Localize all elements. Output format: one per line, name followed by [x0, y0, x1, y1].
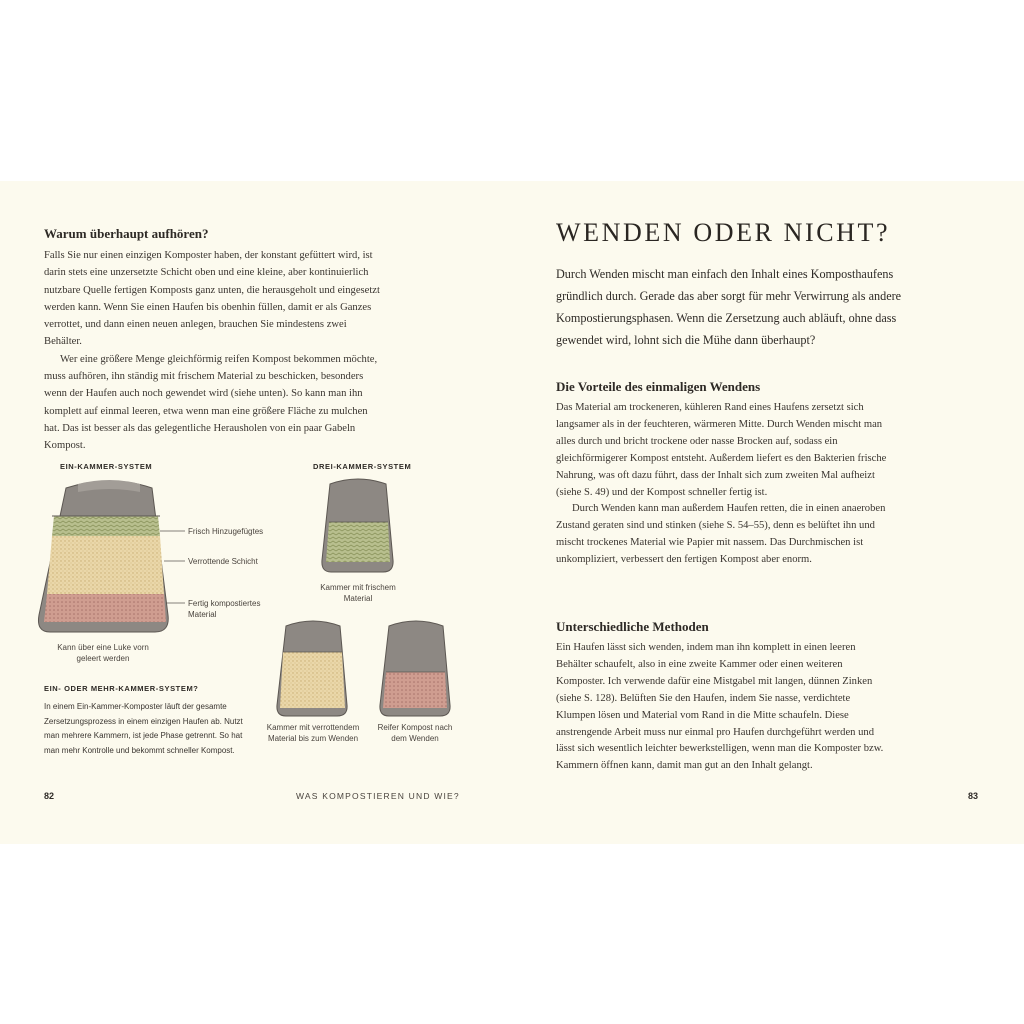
left-heading: Warum überhaupt aufhören? [44, 226, 209, 241]
page-number-left: 82 [44, 791, 55, 801]
sidebar-text: In einem Ein-Kammer-Komposter läuft der gesamte Zersetzungsprozess in einem einzigen Haufen ab. Nutzt man mehrere Kammern, ist jede Phase getrennt. So hat man mehr Kontrolle und bekommt schneller Kompost. [44, 702, 243, 755]
sidebar-heading: EIN- ODER MEHR-KAMMER-SYSTEM? [44, 684, 199, 693]
caption-chamber-fresh: Kammer mit frischem Material [320, 583, 396, 603]
benefits-paragraph-1: Das Material am trockeneren, kühleren Rand eines Haufens zersetzt sich langsamer als in der feuchteren, wärmeren Mitte. Durch Wenden mischt man alles durch und bricht trockene oder nasse Brocken auf, sodass ein gleichförmigerer Kompost entsteht. Außerdem liefert es den Bakterien frische Nahrung, was oft dazu führt, dass der Inhalt sich zum zweiten Mal aufheizt (siehe S. 49) und der Kompost schneller fertig ist. [556, 402, 887, 498]
section-heading-benefits: Die Vorteile des einmaligen Wendens [556, 379, 761, 394]
label-fresh: Frisch Hinzugefügtes [188, 527, 264, 536]
page-number-right: 83 [968, 791, 979, 801]
left-paragraph-1: Falls Sie nur einen einzigen Komposter haben, der konstant gefüttert wird, ist darin stets eine unzersetzte Schicht oben und eine kleine, aber kontinuierlich nutzbare Quelle fertigen Komposts ganz unten, die herausgeholt und eingesetzt werden kann. Wenn Sie einen Haufen bis obenhin füllen, damit er als Ganzes verrottet, und dann einen neuen anlegen, brauchen Sie mindestens zwei Behälter. [44, 250, 380, 348]
caption-hatch: Kann über eine Luke vorn geleert werden [57, 643, 149, 663]
methods-paragraph-1: Ein Haufen lässt sich wenden, indem man ihn komplett in einen leeren Behälter schaufelt, also in eine zweite Kammer oder einen weiteren Komposter. Ich verwende dafür eine Mistgabel mit langen, dünnen Zinken (siehe S. 128). Belüften Sie den Haufen, indem Sie nasse, verdichtete Klumpen lösen und Material vom Rand in die Mitte schaufeln. Diese anstrengende Arbeit muss nur einmal pro Haufen durchgeführt werden und lässt sich wesentlich leichter bewerkstelligen, wenn man die Komposter bzw. Kammern öffnen kann, damit man gut an den Inhalt gelangt. [556, 642, 884, 772]
intro-text [556, 263, 931, 351]
running-footer: WAS KOMPOSTIEREN UND WIE? [296, 791, 460, 801]
caption-chamber-rotting: Kammer mit verrottendem Material bis zum Wenden [266, 723, 360, 743]
intro-paragraph: Durch Wenden mischt man einfach den Inhalt eines Komposthaufens gründlich durch. Gerade das aber sorgt für mehr Verwirrung als andere Kompostierungsphasen. Wenn die Zersetzung auch abläuft, ohne dass gewendet wird, lohnt sich die Mühe dann überhaupt? [556, 267, 902, 347]
chamber-fresh-bin [322, 479, 393, 572]
label-finished: Fertig kompostiertes Material [188, 599, 261, 619]
chamber-mature-bin [380, 621, 450, 716]
caption-mature: Reifer Kompost nach dem Wenden [377, 723, 453, 743]
page-title: WENDEN ODER NICHT? [556, 218, 891, 247]
chamber-rotting-bin [277, 621, 347, 716]
rotting-layer [47, 536, 164, 594]
section-body-methods [556, 640, 891, 775]
section-body-benefits [556, 400, 891, 569]
left-paragraph-2: Wer eine größere Menge gleichförmig reifen Kompost bekommen möchte, muss aufhören, ihn ständig mit frischem Material zu beschicken, besonders wenn der Haufen auch noch gewendet wird (siehe unten). So kann man ihn komplett auf einmal leeren, etwa wenn man eine größere Fläche zu mulchen hat. Das ist besser als das gelegentliche Herausholen von ein paar Gabeln Kompost. [44, 353, 378, 452]
ein-kammer-title: EIN-KAMMER-SYSTEM [60, 462, 153, 471]
fresh-layer [52, 516, 160, 536]
finished-layer [44, 594, 166, 622]
drei-kammer-title: DREI-KAMMER-SYSTEM [313, 462, 412, 471]
section-heading-methods: Unterschiedliche Methoden [556, 619, 709, 634]
benefits-paragraph-2: Durch Wenden kann man außerdem Haufen retten, die in einen anaeroben Zustand geraten sind und stinken (siehe S. 54–55), denn es belüftet ihn und mischt trockenes Material wie Papier mit nassem. Das Durchmischen ist unkompliziert, verbessert den fertigen Kompost aber enorm. [556, 503, 886, 566]
label-rotting: Verrottende Schicht [188, 557, 258, 566]
single-chamber-bin [38, 480, 185, 632]
